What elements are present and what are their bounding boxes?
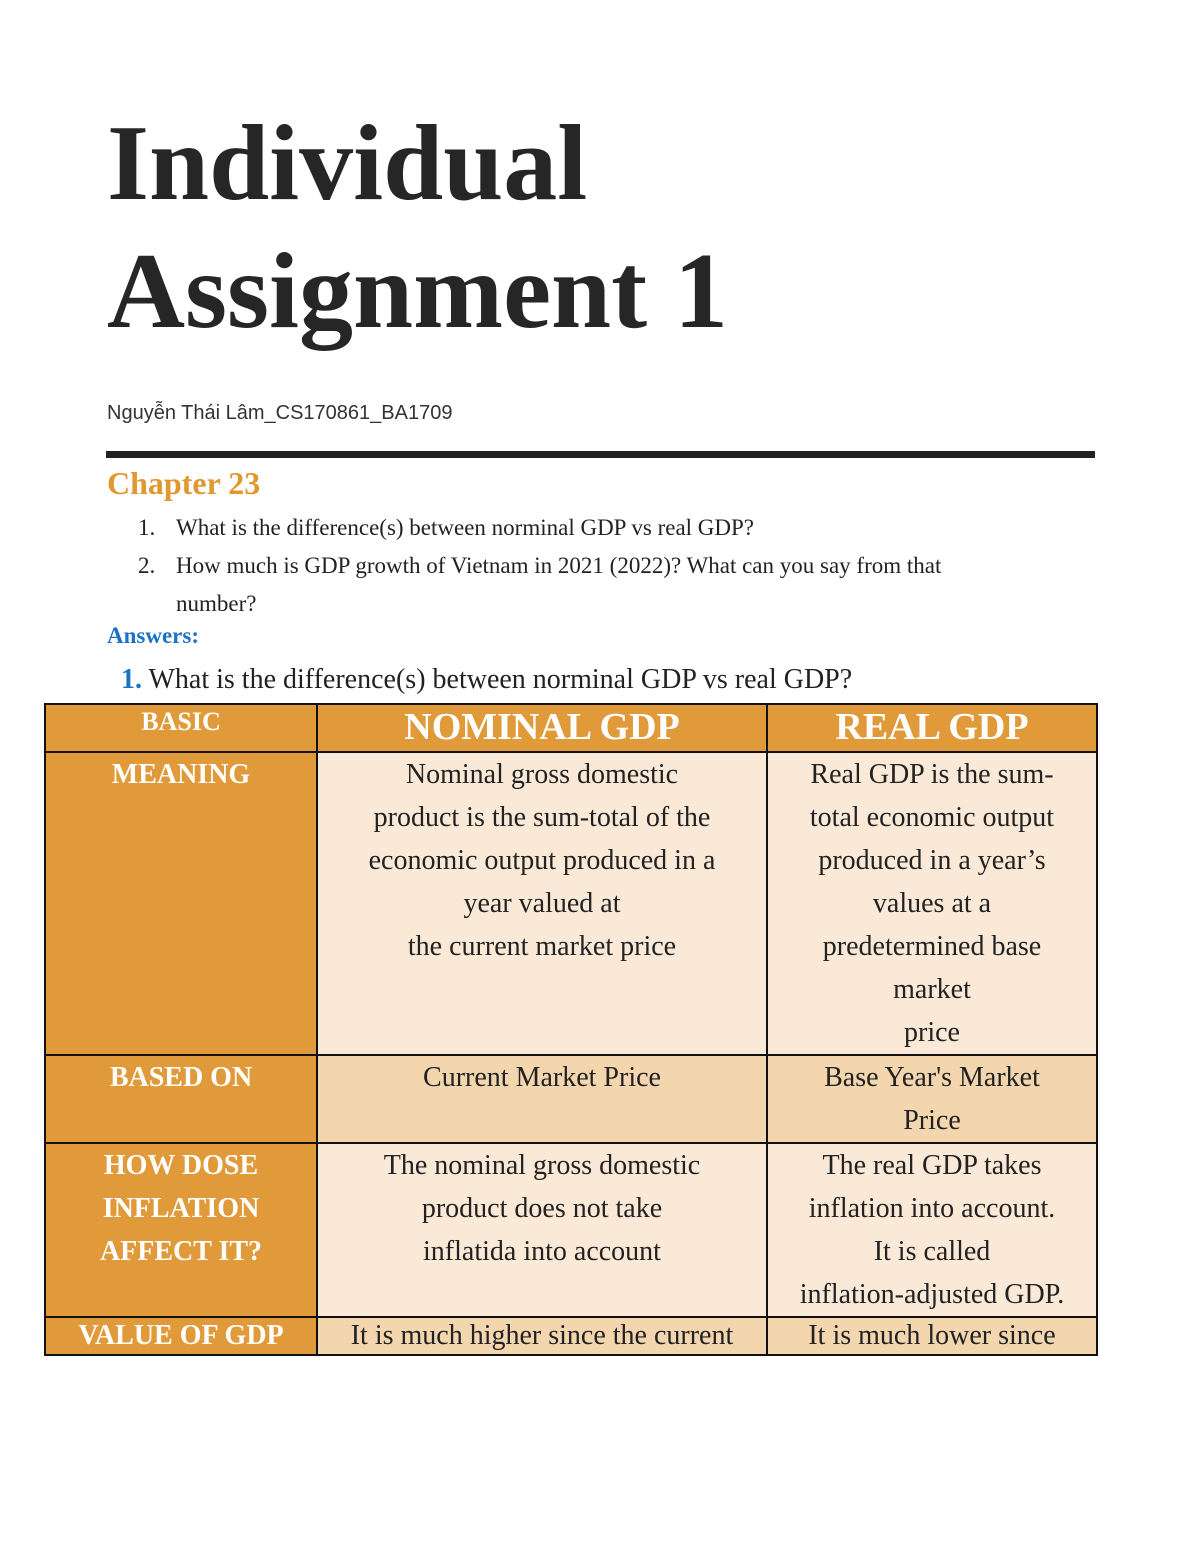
cell-line: The real GDP takes <box>822 1150 1042 1181</box>
real-cell <box>767 1143 1097 1317</box>
cell-line: predetermined base <box>822 931 1042 962</box>
nominal-cell <box>317 1317 767 1355</box>
answer-question-number: 1. <box>121 664 142 695</box>
question-item <box>138 509 1098 547</box>
cell-line: inflation-adjusted GDP. <box>799 1279 1065 1310</box>
cell-line: product does not take <box>421 1193 663 1224</box>
cell-line: produced in a year’s <box>818 845 1046 876</box>
answer-question-text: What is the difference(s) between norminal GDP vs real GDP? <box>142 664 853 695</box>
row-label <box>45 752 317 1055</box>
cell-line: BASED ON <box>109 1062 253 1093</box>
cell-line: year valued at <box>463 888 621 919</box>
header-nominal-gdp: NOMINAL GDP <box>317 704 767 752</box>
cell-line: market <box>893 974 971 1005</box>
comparison-table <box>44 703 1098 1356</box>
title-line-1: Individual <box>107 104 588 223</box>
cell-line: inflatida into account <box>423 1236 661 1267</box>
cell-line: HOW DOSE <box>103 1150 259 1181</box>
answers-label: Answers: <box>107 623 199 648</box>
cell-line: Nominal gross domestic <box>405 759 679 790</box>
table-header-row <box>45 704 1097 752</box>
row-label <box>45 1317 317 1355</box>
real-cell <box>767 1055 1097 1143</box>
chapter-heading: Chapter 23 <box>107 465 261 501</box>
question-number: 2. <box>138 553 156 578</box>
question-text: What is the difference(s) between norminal GDP vs real GDP? <box>176 515 755 540</box>
real-cell <box>767 752 1097 1055</box>
cell-line: INFLATION <box>102 1193 260 1224</box>
cell-line: economic output produced in a <box>368 845 716 876</box>
cell-line: It is called <box>873 1236 991 1267</box>
question-text: How much is GDP growth of Vietnam in 2021 (2022)? What can you say from that <box>176 553 942 578</box>
question-item <box>138 547 1098 623</box>
table-row <box>45 752 1097 1055</box>
nominal-cell <box>317 752 767 1055</box>
author-line: Nguyễn Thái Lâm_CS170861_BA1709 <box>107 402 453 424</box>
title-line-2: Assignment 1 <box>107 232 729 351</box>
cell-line: The nominal gross domestic <box>383 1150 701 1181</box>
cell-line: MEANING <box>111 759 251 790</box>
nominal-cell <box>317 1055 767 1143</box>
cell-line: VALUE OF GDP <box>78 1320 284 1351</box>
cell-line: AFFECT IT? <box>99 1236 263 1267</box>
divider-rule <box>106 451 1095 458</box>
cell-line: Real GDP is the sum- <box>810 759 1054 790</box>
cell-line: It is much lower since <box>808 1320 1056 1351</box>
question-number: 1. <box>138 515 156 540</box>
row-label <box>45 1143 317 1317</box>
question-text-cont: number? <box>176 591 257 616</box>
cell-line: the current market price <box>407 931 677 962</box>
cell-line: Price <box>903 1105 961 1136</box>
document-title <box>107 100 728 356</box>
table-row <box>45 1317 1097 1355</box>
cell-line: Current Market Price <box>423 1062 661 1093</box>
cell-line: It is much higher since the current <box>350 1320 734 1351</box>
cell-line: price <box>904 1017 960 1048</box>
row-label <box>45 1055 317 1143</box>
table-row <box>45 1143 1097 1317</box>
cell-line: Base Year's Market <box>824 1062 1040 1093</box>
nominal-cell <box>317 1143 767 1317</box>
cell-line: total economic output <box>809 802 1055 833</box>
header-basic: BASIC <box>45 704 317 752</box>
answer-question <box>121 660 852 700</box>
question-list <box>138 509 1098 623</box>
cell-line: product is the sum-total of the <box>373 802 711 833</box>
table-row <box>45 1055 1097 1143</box>
header-real-gdp: REAL GDP <box>767 704 1097 752</box>
real-cell <box>767 1317 1097 1355</box>
cell-line: values at a <box>872 888 992 919</box>
cell-line: inflation into account. <box>808 1193 1056 1224</box>
